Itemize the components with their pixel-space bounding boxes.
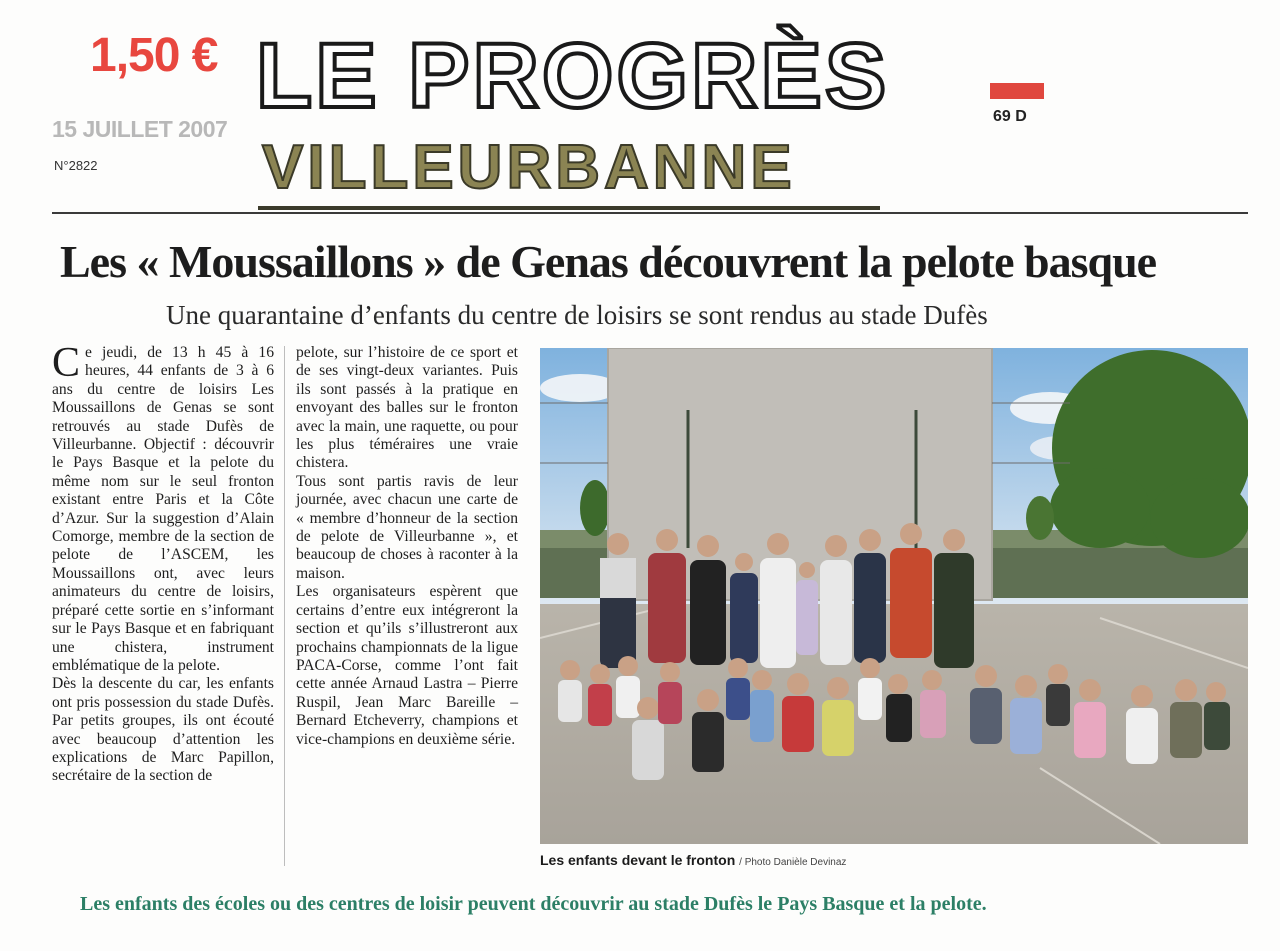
article-headline: Les « Moussaillons » de Genas découvrent la pelote basque [60, 236, 1157, 287]
masthead-red-bar [990, 83, 1044, 99]
photo-caption [540, 852, 846, 868]
issue-number: N°2822 [54, 158, 98, 173]
masthead-title: LE PROGRÈS [256, 25, 890, 127]
paragraph: Tous sont partis ravis de leur journée, avec chacun une carte de « membre d’honneur de la section de pelote de Villeurbanne », et beaucoup de choses à raconter à la maison. [296, 472, 518, 582]
photo-illustration [540, 348, 1248, 844]
issue-date: 15 JUILLET 2007 [52, 116, 228, 142]
price: 1,50 € [90, 29, 218, 82]
edition-name: VILLEURBANNE [262, 133, 796, 202]
paragraph-text: e jeudi, de 13 h 45 à 16 heures, 44 enfants de 3 à 6 ans du centre de loisirs Les Moussaillons de Genas se sont retrouvés au stade Dufès de Villeurbanne. Objectif : découvrir le Pays Basque et la pelote du même nom sur le seul fronton existant entre Paris et la Côte d’Azur. Sur la suggestion d’Alain Comorge, membre de la section de pelote de l’ASCEM, les Moussaillons ont, avec leurs animateurs du centre de loisirs, préparé cette sortie en s’informant sur le Pays Basque et en fabriquant une chistera, instrument emblématique de la pelote. [52, 344, 274, 674]
photo-credit: / Photo Danièle Devinaz [739, 857, 847, 868]
group-photo [540, 348, 1248, 844]
edition-underline [258, 206, 880, 210]
paragraph [52, 340, 274, 675]
drop-cap: C [52, 340, 81, 386]
column-divider [284, 346, 285, 866]
article-column-2 [296, 344, 518, 749]
paragraph: pelote, sur l’histoire de ce sport et de ses vingt-deux variantes. Puis ils sont passés à la pratique en envoyant des balles sur le fronton avec la main, une raquette, ou pour les plus téméraires une vraie chistera. [296, 344, 518, 472]
masthead-divider [52, 212, 1248, 214]
paragraph: Dès la descente du car, les enfants ont pris possession du stade Dufès. Par petits groupes, ils ont écouté avec beaucoup d’attention les explications de Marc Papillon, secrétaire de la section de [52, 675, 274, 785]
paragraph: Les organisateurs espèrent que certains d’entre eux intégreront la section et qu’ils s’illustreront aux prochains championnats de la ligue PACA-Corse, comme l’ont fait cette année Arnaud Lastra – Pierre Ruspil, Jean Marc Bareille – Bernard Etcheverry, champions et vice-champions en deuxième série. [296, 583, 518, 748]
article-column-1 [52, 340, 274, 786]
caption-text: Les enfants devant le fronton [540, 852, 736, 868]
footer-note: Les enfants des écoles ou des centres de loisir peuvent découvrir au stade Dufès le Pays Basque et la pelote. [80, 893, 987, 915]
article-subheadline: Une quarantaine d’enfants du centre de loisirs se sont rendus au stade Dufès [166, 300, 988, 330]
department-code: 69 D [993, 108, 1027, 125]
